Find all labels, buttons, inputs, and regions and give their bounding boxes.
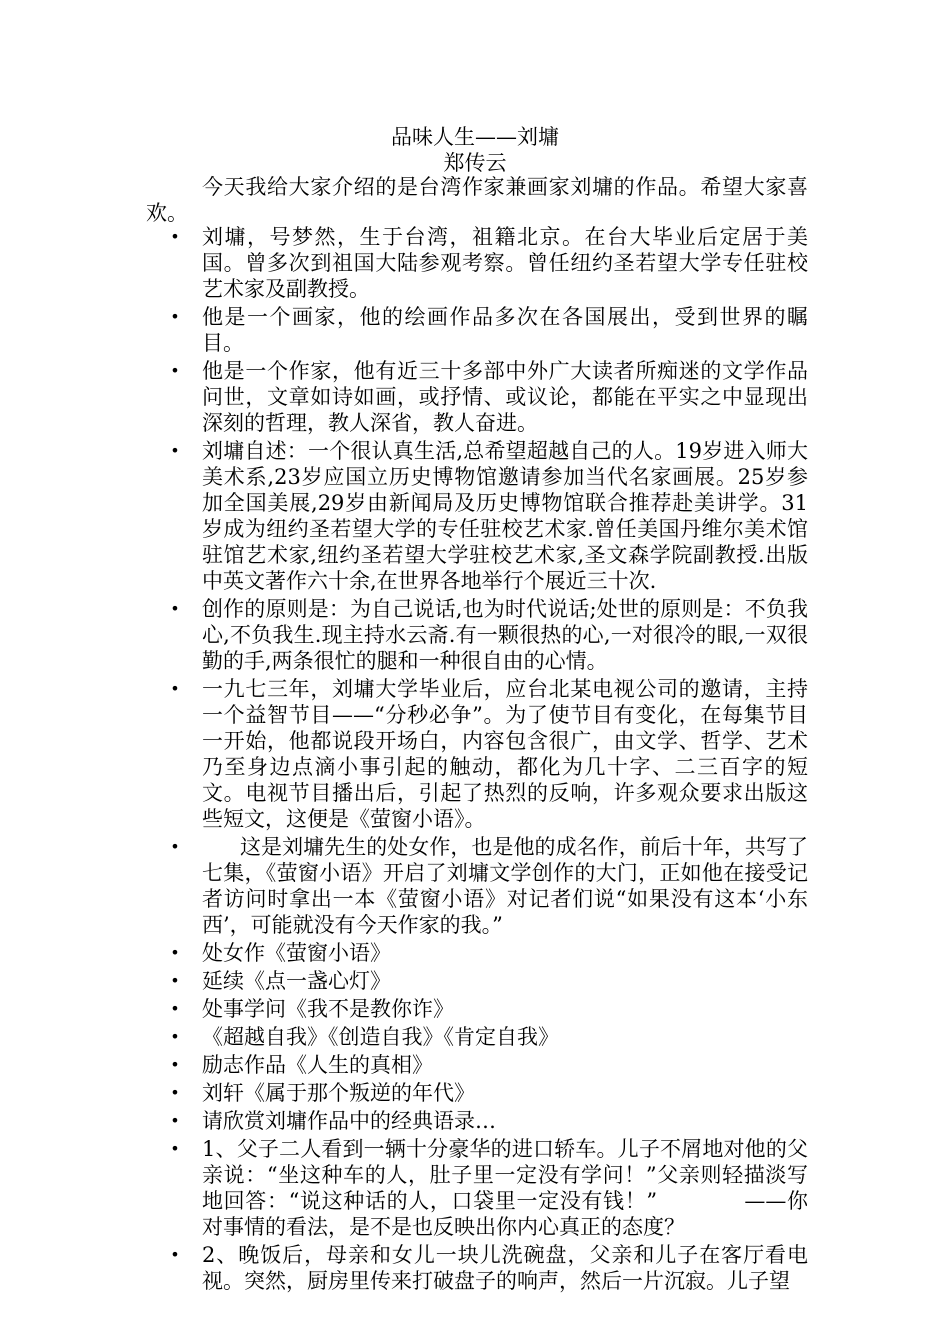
list-item [146,304,808,356]
list-item-text: 刘墉自述：一个很认真生活,总希望超越自己的人。19岁进入师大美术系,23岁应国立历史博物馆邀请参加当代名家画展。25岁参加全国美展,29岁由新闻局及历史博物馆联合推荐赴美讲学。31岁成为纽约圣若望大学的专任驻校艺术家.曾任美国丹维尔美术馆驻馆艺术家,纽约圣若望大学驻校艺术家,圣文森学院副教授.出版中英文著作六十余,在世界各地举行个展近三十次. [202,439,808,593]
bullet-icon: • [170,837,180,856]
list-item [146,996,808,1022]
bullet-icon: • [170,599,180,618]
list-item [146,1052,808,1078]
list-item [146,358,808,436]
bullet-icon: • [170,679,180,698]
list-item-text: 延续《点一盏心灯》 [202,969,391,993]
list-item-text: 刘轩《属于那个叛逆的年代》 [202,1081,475,1105]
list-item [146,1108,808,1134]
list-item-text: 励志作品《人生的真相》 [202,1053,433,1077]
list-item-text: 处女作《萤窗小语》 [202,941,391,965]
list-item-text: 1、父子二人看到一辆十分豪华的进口轿车。儿子不屑地对他的父亲说：“坐这种车的人，肚子里一定没有学问！”父亲则轻描淡写地回答：“说这种话的人，口袋里一定没有钱！” ——你对事情的看法，是不是也反映出你内心真正的态度？ [202,1137,808,1239]
intro-paragraph: 今天我给大家介绍的是台湾作家兼画家刘墉的作品。希望大家喜欢。 [146,175,808,225]
list-item-text: 刘墉，号梦然，生于台湾，祖籍北京。在台大毕业后定居于美国。曾多次到祖国大陆参观考察。曾任纽约圣若望大学专任驻校艺术家及副教授。 [202,225,808,301]
bullet-icon: • [170,1055,180,1074]
list-item-text: 创作的原则是：为自己说话,也为时代说话;处世的原则是：不负我心,不负我生.现主持水云斋.有一颗很热的心,一对很冷的眼,一双很勤的手,两条很忙的腿和一种很自由的心情。 [202,597,808,673]
list-item [146,1024,808,1050]
list-item-text: 《超越自我》《创造自我》《肯定自我》 [202,1025,559,1049]
bullet-icon: • [170,361,180,380]
list-item [146,676,808,832]
bullet-icon: • [170,999,180,1018]
list-item [146,968,808,994]
list-item-text: 请欣赏刘墉作品中的经典语录… [202,1109,496,1133]
bullet-list [146,224,808,1296]
list-item [146,596,808,674]
list-item-text: 一九七三年，刘墉大学毕业后，应台北某电视公司的邀请，主持一个益智节目——“分秒必争”。为了使节目有变化，在每集节目一开始，他都说段开场白，内容包含很广，由文学、哲学、艺术乃至身边点滴小事引起的触动，都化为几十字、二三百字的短文。电视节目播出后，引起了热烈的反响，许多观众要求出版这些短文，这便是《萤窗小语》。 [202,677,808,831]
bullet-icon: • [170,227,180,246]
bullet-icon: • [170,1027,180,1046]
bullet-icon: • [170,441,180,460]
list-item [146,940,808,966]
list-item [146,834,808,938]
list-item [146,1242,808,1294]
list-item [146,224,808,302]
list-item-text: 2、晚饭后，母亲和女儿一块儿洗碗盘，父亲和儿子在客厅看电视。突然，厨房里传来打破盘子的响声，然后一片沉寂。儿子望 [202,1243,808,1293]
bullet-icon: • [170,1111,180,1130]
list-item-text: 处事学问《我不是教你诈》 [202,997,454,1021]
list-item-text: 他是一个作家，他有近三十多部中外广大读者所痴迷的文学作品问世，文章如诗如画，或抒情、或议论，都能在平实之中显现出深刻的哲理，教人深省，教人奋进。 [202,359,808,435]
list-item [146,1136,808,1240]
document-author: 郑传云 [443,151,507,175]
list-item [146,438,808,594]
bullet-icon: • [170,1139,180,1158]
list-item-text: 这是刘墉先生的处女作，也是他的成名作，前后十年，共写了七集，《萤窗小语》开启了刘墉文学创作的大门，正如他在接受记者访问时拿出一本《萤窗小语》对记者们说“如果没有这本‘小东西’，可能就没有今天作家的我。” [202,835,808,937]
bullet-icon: • [170,971,180,990]
bullet-icon: • [170,1245,180,1264]
bullet-icon: • [170,307,180,326]
list-item [146,1080,808,1106]
bullet-icon: • [170,943,180,962]
list-item-text: 他是一个画家，他的绘画作品多次在各国展出，受到世界的瞩目。 [202,305,808,355]
document-title: 品味人生——刘墉 [391,125,559,149]
bullet-icon: • [170,1083,180,1102]
